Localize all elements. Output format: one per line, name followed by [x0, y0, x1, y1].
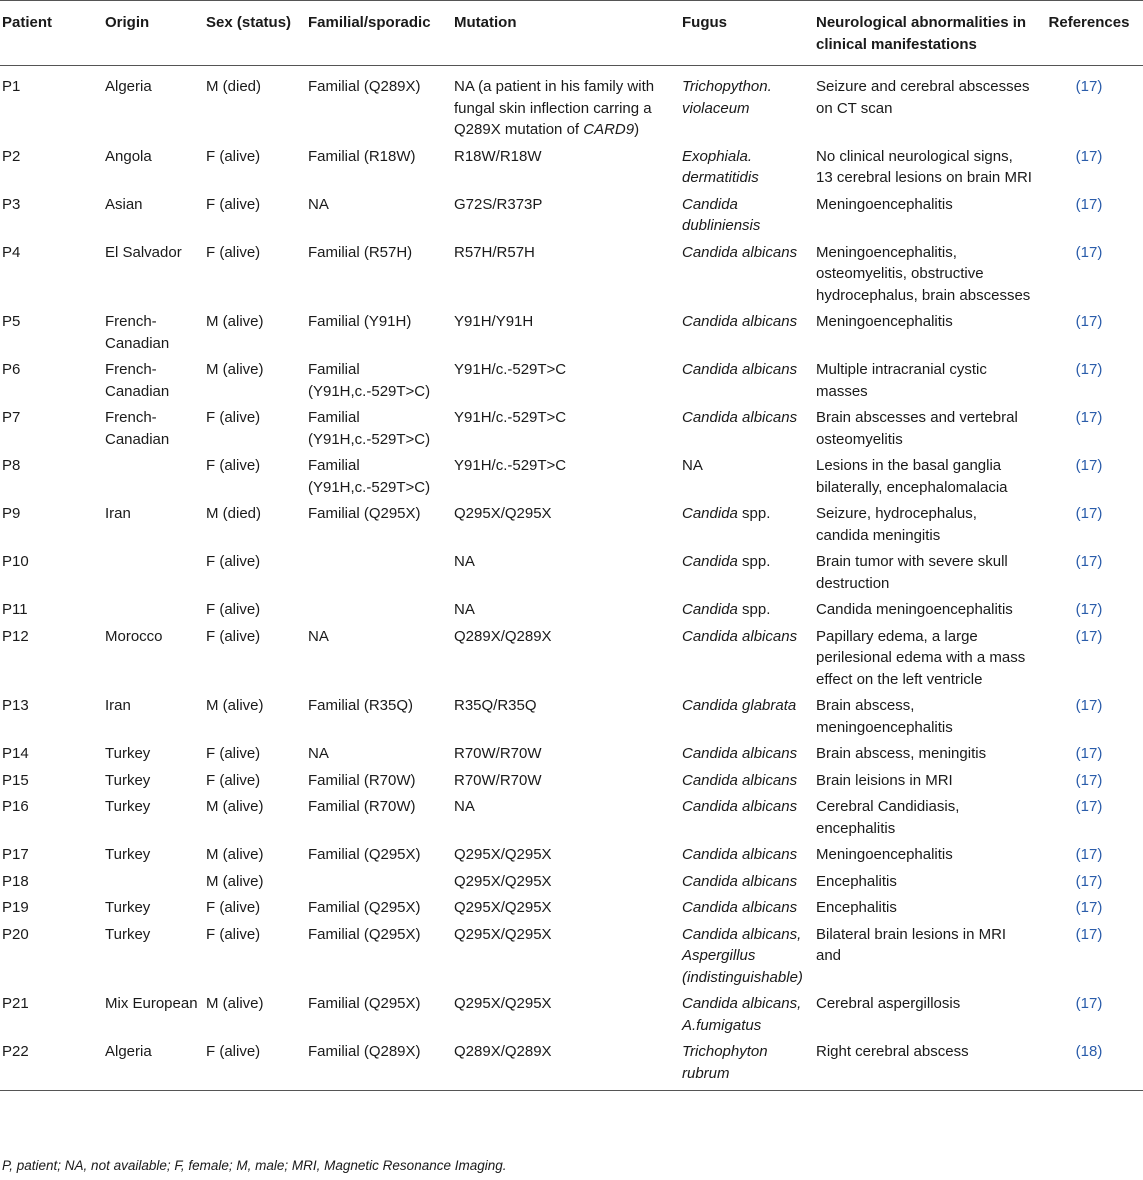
cell-mutation [452, 766, 680, 793]
table-row [0, 66, 1143, 142]
table-row [0, 766, 1143, 793]
cell-patient: P13 [2, 697, 29, 714]
mutation-text: R35Q/R35Q [454, 697, 537, 714]
cell-mutation [452, 840, 680, 867]
cell-fungus [680, 142, 814, 190]
table-row [0, 739, 1143, 766]
cell-mutation [452, 920, 680, 990]
cell-neuro: Candida meningoencephalitis [816, 601, 1013, 618]
cell-fungus [680, 499, 814, 547]
cell-fungus [680, 355, 814, 403]
cell-patient: P20 [2, 925, 29, 943]
cell-reference: (17) [1075, 627, 1103, 645]
cell-familial: Familial (Q295X) [308, 995, 421, 1012]
cell-familial [306, 595, 452, 622]
cell-reference: (17) [1075, 553, 1103, 570]
cell-neuro: Lesions in the basal ganglia bilaterally, encephalomalacia [816, 457, 1008, 496]
table-row [0, 403, 1143, 451]
cell-neuro: Multiple intracranial cystic masses [816, 361, 987, 400]
cell-mutation [452, 792, 680, 840]
header-neuro: Neurological abnormalities in clinical manifestations [816, 14, 1027, 53]
cell-origin: Turkey [105, 745, 151, 762]
cell-sex: M (alive) [206, 995, 264, 1012]
table-row [0, 355, 1143, 403]
cell-mutation [452, 66, 680, 142]
header-row [0, 1, 1143, 66]
cell-sex: F (alive) [206, 627, 261, 645]
table-row [0, 840, 1143, 867]
cell-neuro: No clinical neurological signs, 13 cerebral lesions on brain MRI [816, 147, 1032, 186]
cell-fungus [680, 867, 814, 894]
cell-neuro: Brain abscess, meningitis [816, 745, 987, 762]
fungus-name: Trichophyton rubrum [682, 1043, 768, 1082]
cell-fungus [680, 840, 814, 867]
header-sex: Sex (status) [206, 14, 292, 31]
mutation-text: Q295X/Q295X [454, 995, 552, 1012]
mutation-text: NA [454, 798, 475, 815]
cell-origin: Algeria [105, 1043, 152, 1060]
cell-familial: Familial (Q295X) [308, 505, 421, 522]
cell-reference: (17) [1075, 697, 1103, 714]
cell-origin: French-Canadian [105, 409, 170, 448]
fungus-name: Candida albicans [682, 899, 798, 916]
cell-fungus [680, 739, 814, 766]
mutation-text: Y91H/c.-529T>C [454, 361, 567, 378]
cell-sex: M (died) [206, 78, 262, 95]
cell-sex: F (alive) [206, 147, 261, 165]
cell-neuro: Cerebral Candidiasis, encephalitis [816, 798, 960, 837]
mutation-text: NA [454, 553, 475, 570]
mutation-text: Q295X/Q295X [454, 872, 552, 890]
mutation-text: Q295X/Q295X [454, 899, 552, 916]
fungus-name: Candida albicans [682, 846, 798, 863]
cell-patient: P2 [2, 147, 21, 165]
cell-reference: (17) [1075, 457, 1103, 474]
cell-patient: P14 [2, 745, 29, 762]
cell-patient: P12 [2, 627, 29, 645]
cell-familial: Familial (R70W) [308, 771, 416, 789]
cell-mutation [452, 867, 680, 894]
cell-patient: P3 [2, 195, 21, 213]
cell-sex: F (alive) [206, 925, 261, 943]
cell-patient: P6 [2, 361, 21, 378]
cell-neuro: Cerebral aspergillosis [816, 995, 961, 1012]
cell-mutation [452, 1037, 680, 1091]
fungus-name: NA [682, 457, 703, 474]
table-row [0, 307, 1143, 355]
cell-sex: F (alive) [206, 457, 261, 474]
table-row [0, 1037, 1143, 1091]
cell-patient: P8 [2, 457, 21, 474]
cell-patient: P22 [2, 1043, 29, 1060]
cell-mutation [452, 190, 680, 238]
mutation-text: R70W/R70W [454, 771, 542, 789]
cell-sex: F (alive) [206, 601, 261, 618]
cell-sex: M (died) [206, 505, 262, 522]
cell-fungus [680, 403, 814, 451]
mutation-text: Y91H/c.-529T>C [454, 409, 567, 426]
mutation-text: Q289X/Q289X [454, 627, 552, 645]
cell-reference: (17) [1075, 147, 1103, 165]
cell-patient: P4 [2, 243, 21, 261]
cell-sex: M (alive) [206, 313, 264, 330]
mutation-text: NA [454, 601, 475, 618]
table-row [0, 190, 1143, 238]
mutation-text: Q289X/Q289X [454, 1043, 552, 1060]
cell-familial [306, 547, 452, 595]
cell-origin: Iran [105, 505, 131, 522]
fungus-name: Candida [682, 553, 738, 570]
cell-reference: (17) [1075, 601, 1103, 618]
cell-familial: NA [308, 195, 329, 213]
cell-sex: F (alive) [206, 195, 261, 213]
cell-familial: Familial (R18W) [308, 147, 416, 165]
cell-neuro: Bilateral brain lesions in MRI and [816, 925, 1007, 964]
cell-fungus [680, 66, 814, 142]
cell-sex: F (alive) [206, 409, 261, 426]
cell-mutation [452, 893, 680, 920]
cell-patient: P9 [2, 505, 21, 522]
table-row [0, 920, 1143, 990]
mutation-gene: CARD9 [583, 121, 635, 138]
fungus-name: Candida albicans [682, 313, 798, 330]
cell-familial: NA [308, 627, 329, 645]
cell-mutation [452, 451, 680, 499]
cell-sex: F (alive) [206, 1043, 261, 1060]
fungus-name: Candida glabrata [682, 697, 797, 714]
cell-reference: (17) [1075, 243, 1103, 261]
cell-reference: (17) [1075, 361, 1103, 378]
cell-fungus [680, 595, 814, 622]
cell-familial: Familial (Y91H) [308, 313, 412, 330]
cell-mutation [452, 238, 680, 308]
table-row [0, 622, 1143, 692]
cell-reference: (17) [1075, 846, 1103, 863]
cell-fungus [680, 547, 814, 595]
cell-origin [103, 547, 204, 595]
cell-fungus [680, 691, 814, 739]
table-row [0, 238, 1143, 308]
cell-reference: (17) [1075, 78, 1103, 95]
cell-neuro: Brain abscesses and vertebral osteomyelitis [816, 409, 1018, 448]
cell-origin: Turkey [105, 771, 151, 789]
fungus-name: Candida [682, 601, 738, 618]
cell-neuro: Meningoencephalitis, osteomyelitis, obstructive hydrocephalus, brain abscesses [816, 243, 1031, 304]
cell-sex: M (alive) [206, 798, 264, 815]
cell-fungus [680, 1037, 814, 1091]
cell-familial: Familial (Q295X) [308, 899, 421, 916]
cell-familial: NA [308, 745, 329, 762]
cell-neuro: Encephalitis [816, 899, 897, 916]
fungus-name: Candida albicans, A.fumigatus [682, 995, 802, 1034]
mutation-text: Y91H/c.-529T>C [454, 457, 567, 474]
table-footnote: P, patient; NA, not available; F, female; M, male; MRI, Magnetic Resonance Imaging. [2, 1158, 507, 1173]
cell-familial: Familial (Y91H,c.-529T>C) [308, 361, 431, 400]
cell-origin [103, 451, 204, 499]
cell-sex: M (alive) [206, 846, 264, 863]
cell-mutation [452, 355, 680, 403]
cell-sex: F (alive) [206, 771, 261, 789]
cell-mutation [452, 622, 680, 692]
cell-familial [306, 867, 452, 894]
table-row [0, 499, 1143, 547]
table-row [0, 893, 1143, 920]
cell-sex: M (alive) [206, 872, 264, 890]
cell-patient: P18 [2, 872, 29, 890]
cell-fungus [680, 766, 814, 793]
cell-fungus [680, 622, 814, 692]
cell-familial: Familial (Q289X) [308, 78, 421, 95]
cell-reference: (17) [1075, 872, 1103, 890]
cell-neuro: Meningoencephalitis [816, 195, 953, 213]
cell-patient: P17 [2, 846, 29, 863]
cell-familial: Familial (Q295X) [308, 846, 421, 863]
header-fungus: Fugus [682, 14, 727, 31]
cell-reference: (17) [1075, 771, 1103, 789]
fungus-name: Candida albicans [682, 409, 798, 426]
cell-sex: M (alive) [206, 697, 264, 714]
fungus-name: Candida albicans [682, 771, 798, 789]
fungus-name: Candida albicans [682, 798, 798, 815]
cell-mutation [452, 142, 680, 190]
cell-sex: F (alive) [206, 899, 261, 916]
mutation-text: R70W/R70W [454, 745, 542, 762]
table-body [0, 66, 1143, 1091]
cell-familial: Familial (Q289X) [308, 1043, 421, 1060]
mutation-text: R18W/R18W [454, 147, 542, 165]
cell-sex: F (alive) [206, 553, 261, 570]
cell-fungus [680, 190, 814, 238]
cell-patient: P11 [2, 601, 28, 618]
cell-reference: (17) [1075, 995, 1103, 1012]
fungus-suffix: spp. [737, 601, 771, 618]
cell-origin: Angola [105, 147, 152, 165]
header-patient: Patient [2, 14, 53, 31]
cell-fungus [680, 307, 814, 355]
mutation-text: R57H/R57H [454, 243, 535, 261]
header-origin: Origin [105, 14, 150, 31]
cell-mutation [452, 595, 680, 622]
fungus-suffix: spp. [737, 505, 771, 522]
cell-origin: Turkey [105, 846, 151, 863]
cell-origin: Iran [105, 697, 131, 714]
cell-familial: Familial (R70W) [308, 798, 416, 815]
cell-origin: French-Canadian [105, 313, 170, 352]
cell-reference: (17) [1075, 925, 1103, 943]
cell-origin [103, 867, 204, 894]
cell-neuro: Brain tumor with severe skull destruction [816, 553, 1008, 592]
table-row [0, 595, 1143, 622]
cell-fungus [680, 238, 814, 308]
fungus-name: Candida albicans [682, 361, 798, 378]
cell-neuro: Papillary edema, a large perilesional edema with a mass effect on the left ventricle [816, 627, 1026, 688]
cell-reference: (17) [1075, 899, 1103, 916]
cell-reference: (17) [1075, 798, 1103, 815]
cell-patient: P1 [2, 78, 21, 95]
cell-mutation [452, 691, 680, 739]
mutation-text: G72S/R373P [454, 195, 543, 213]
cell-origin: Turkey [105, 925, 151, 943]
fungus-name: Candida albicans [682, 745, 798, 762]
cell-patient: P10 [2, 553, 29, 570]
cell-mutation [452, 547, 680, 595]
fungus-name: Candida [682, 505, 738, 522]
cell-origin: Turkey [105, 899, 151, 916]
cell-fungus [680, 792, 814, 840]
cell-origin: El Salvador [105, 243, 182, 261]
table-row [0, 547, 1143, 595]
cell-familial: Familial (Y91H,c.-529T>C) [308, 409, 431, 448]
cell-origin [103, 595, 204, 622]
fungus-name: Candida albicans [682, 243, 798, 261]
mutation-text: Y91H/Y91H [454, 313, 534, 330]
cell-origin: Mix European [105, 995, 198, 1012]
cell-neuro: Seizure and cerebral abscesses on CT scan [816, 78, 1030, 117]
table-row [0, 989, 1143, 1037]
header-familial: Familial/sporadic [308, 14, 431, 31]
cell-origin: French-Canadian [105, 361, 170, 400]
cell-reference: (17) [1075, 195, 1103, 213]
cell-familial: Familial (R35Q) [308, 697, 414, 714]
cell-origin: Morocco [105, 627, 163, 645]
cell-patient: P5 [2, 313, 21, 330]
cell-neuro: Brain leisions in MRI [816, 771, 953, 789]
fungus-name: Trichopython. violaceum [682, 78, 772, 117]
table-row [0, 792, 1143, 840]
cell-sex: F (alive) [206, 243, 261, 261]
cell-sex: F (alive) [206, 745, 261, 762]
cell-mutation [452, 499, 680, 547]
cell-neuro: Seizure, hydrocephalus, candida meningitis [816, 505, 977, 544]
cell-mutation [452, 403, 680, 451]
table-header [0, 1, 1143, 66]
cell-neuro: Encephalitis [816, 872, 897, 890]
header-references: References [1048, 14, 1130, 31]
cell-familial: Familial (R57H) [308, 243, 413, 261]
cell-fungus [680, 920, 814, 990]
cell-patient: P16 [2, 798, 29, 815]
cell-mutation [452, 989, 680, 1037]
cell-neuro: Right cerebral abscess [816, 1043, 969, 1060]
cell-neuro: Meningoencephalitis [816, 313, 953, 330]
cell-fungus [680, 989, 814, 1037]
cell-reference: (17) [1075, 409, 1103, 426]
cell-reference: (18) [1075, 1043, 1103, 1060]
fungus-name: Candida dubliniensis [682, 195, 761, 234]
mutation-text-end: ) [634, 121, 640, 138]
cell-reference: (17) [1075, 505, 1103, 522]
cell-familial: Familial (Y91H,c.-529T>C) [308, 457, 431, 496]
cell-reference: (17) [1075, 745, 1103, 762]
cell-neuro: Meningoencephalitis [816, 846, 953, 863]
cell-mutation [452, 307, 680, 355]
table-row [0, 867, 1143, 894]
header-mutation: Mutation [454, 14, 517, 31]
cell-origin: Turkey [105, 798, 151, 815]
mutation-text: Q295X/Q295X [454, 925, 552, 943]
cell-patient: P7 [2, 409, 21, 426]
cell-familial: Familial (Q295X) [308, 925, 421, 943]
cell-reference: (17) [1075, 313, 1103, 330]
mutation-text: Q295X/Q295X [454, 846, 552, 863]
fungus-name: Candida albicans [682, 627, 798, 645]
cell-patient: P19 [2, 899, 29, 916]
fungus-suffix: spp. [737, 553, 771, 570]
mutation-text: NA (a patient in his family with fungal skin inflection carring a Q289X mutation of [454, 78, 655, 138]
mutation-text: Q295X/Q295X [454, 505, 552, 522]
cell-origin: Algeria [105, 78, 152, 95]
cell-sex: M (alive) [206, 361, 264, 378]
cell-fungus [680, 451, 814, 499]
table-row [0, 691, 1143, 739]
fungus-name: Exophiala. dermatitidis [682, 147, 759, 186]
cell-origin: Asian [105, 195, 143, 213]
cell-mutation [452, 739, 680, 766]
cell-patient: P21 [2, 995, 29, 1012]
table-row [0, 451, 1143, 499]
cell-neuro: Brain abscess, meningoencephalitis [816, 697, 953, 736]
fungus-name: Candida albicans, Aspergillus (indistinguishable) [682, 925, 803, 986]
fungus-name: Candida albicans [682, 872, 798, 890]
cell-fungus [680, 893, 814, 920]
table-row [0, 142, 1143, 190]
cell-patient: P15 [2, 771, 29, 789]
